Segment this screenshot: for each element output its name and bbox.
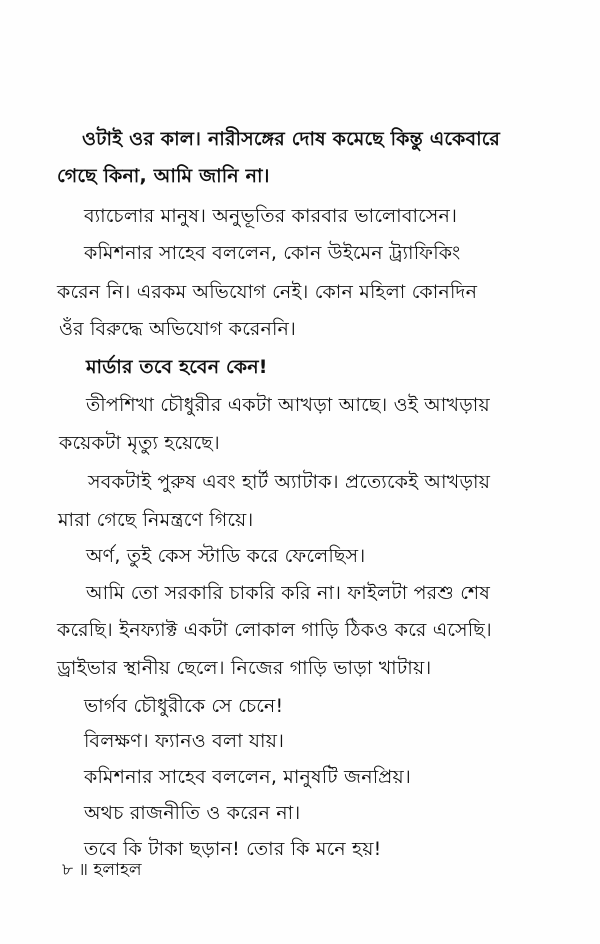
text-line: কয়েকটা মৃত্যু হয়েছে। <box>59 432 220 454</box>
text-line: আমি তো সরকারি চাকরি করি না। ফাইলটা পরশু শেষ <box>86 582 491 604</box>
text-line: সবকটাই পুরুষ এবং হার্ট অ্যাটাক। প্রত্যেকেই আখড়ায় <box>88 471 491 493</box>
text-line: গেছে কিনা, আমি জানি না। <box>57 165 270 187</box>
text-line: মার্ডার তবে হবেন কেন! <box>86 356 268 378</box>
text-line: কমিশনার সাহেব বললেন, মানুষটি জনপ্রিয়। <box>84 766 411 788</box>
text-line: মারা গেছে নিমন্ত্রণে গিয়ে। <box>58 509 254 531</box>
text-line: ওঁর বিরুদ্ধে অভিযোগ করেননি। <box>59 318 296 340</box>
text-line: করেন নি। এরকম অভিযোগ নেই। কোন মহিলা কোনদিন <box>57 281 478 303</box>
text-line: কমিশনার সাহেব বললেন, কোন উইমেন ট্র্যাফিকিং <box>84 242 461 264</box>
text-line: তবে কি টাকা ছড়ান! তোর কি মনে হয়! <box>84 838 382 860</box>
text-line: অর্ণ, তুই কেস স্টাডি করে ফেলেছিস। <box>86 545 366 567</box>
text-line: করেছি। ইনফ্যাক্ট একটা লোকাল গাড়ি ঠিকও করে এসেছি। <box>57 619 492 641</box>
text-line: ড্রাইভার স্থানীয় ছেলে। নিজের গাড়ি ভাড়া খাটায়। <box>57 657 432 679</box>
text-line: তীপশিখা চৌধুরীর একটা আখড়া আছে। ওই আখড়ায় <box>86 394 490 416</box>
text-line: ওটাই ওর কাল। নারীসঙ্গের দোষ কমেছে কিন্তু একেবারে <box>82 128 501 150</box>
text-line: বিলক্ষণ। ফ্যানও বলা যায়। <box>84 730 285 752</box>
text-line: ভার্গব চৌধুরীকে সে চেনে! <box>84 695 284 717</box>
text-line: অথচ রাজনীতি ও করেন না। <box>84 802 301 824</box>
text-line: ব্যাচেলার মানুষ। অনুভূতির কারবার ভালোবাসেন। <box>84 205 458 227</box>
page-footer: ৮ ॥ হলাহল <box>62 860 142 880</box>
